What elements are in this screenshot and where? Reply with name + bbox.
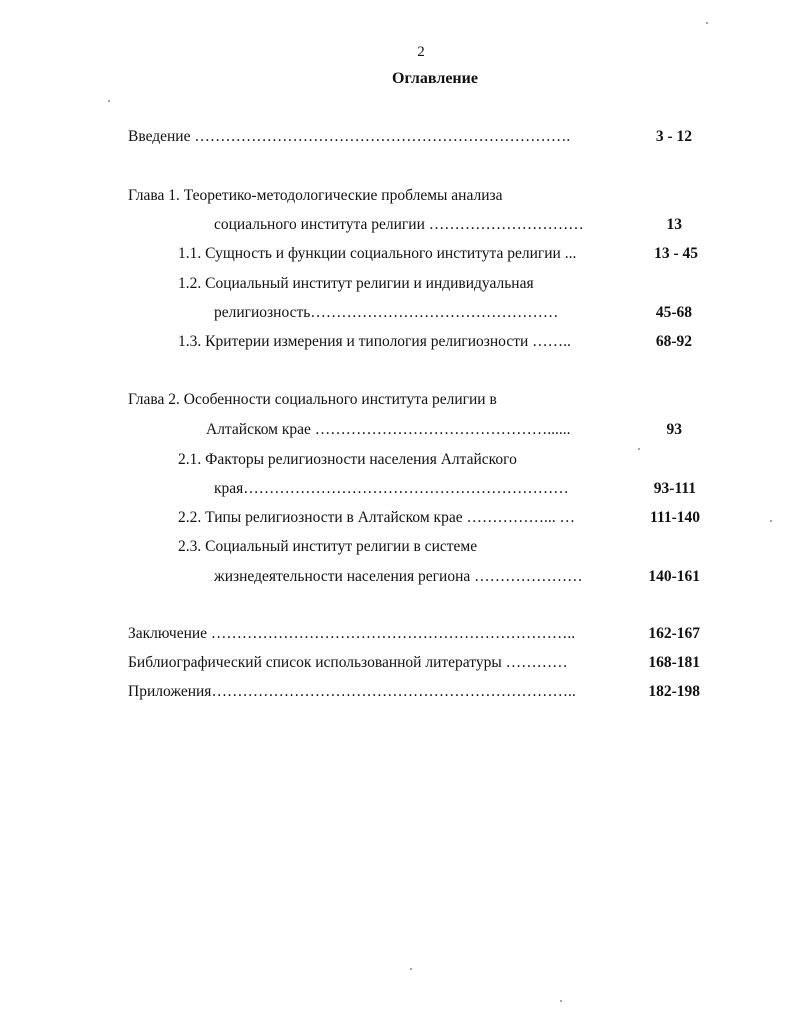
toc-entry-pages: 68-92 [655, 333, 692, 350]
toc-entry-pages: 93 [666, 421, 682, 438]
chapter-title-line-1: Глава 1. Теоретико-методологические проблемы анализа [128, 187, 503, 204]
toc-entry-text: 2.2. Типы религиозности в Алтайском крае ……………... … [178, 509, 575, 526]
section-title-line-1: 1.2. Социальный институт религии и индивидуальная [178, 275, 534, 292]
toc-entry-pages: 140-161 [648, 568, 700, 585]
toc-entry-text: Библиографический список использованной литературы ………… [128, 654, 568, 671]
toc-entry-pages: 182-198 [648, 683, 700, 700]
scan-speck [770, 520, 772, 522]
toc-entry-text: Приложения…………………………………………………………….. [128, 683, 576, 700]
scan-speck [638, 448, 640, 450]
toc-title: Оглавление [392, 70, 478, 87]
scan-speck [706, 22, 708, 24]
page-number: 2 [417, 44, 425, 60]
toc-entry-text: 1.1. Сущность и функции социального института религии ... [178, 245, 577, 262]
toc-entry-text: Заключение …………………………………………………………….. [128, 625, 576, 642]
toc-entry-pages: 45-68 [655, 304, 692, 321]
toc-entry-pages: 13 - 45 [654, 245, 698, 262]
toc-entry-text: Введение ………………………………………………………………. [128, 128, 571, 145]
chapter-title-line-2: Алтайском крае ………………………………………...... [206, 421, 571, 438]
scan-speck [410, 968, 412, 970]
scan-speck [108, 100, 110, 102]
chapter-title-line-1: Глава 2. Особенности социального института религии в [128, 391, 497, 408]
toc-entry-pages: 13 [666, 216, 682, 233]
toc-entry-pages: 93-111 [653, 480, 696, 497]
section-title-line-2: жизнедеятельности населения региона ………………… [214, 568, 583, 585]
toc-entry-pages: 3 - 12 [655, 128, 692, 145]
chapter-title-line-2: социального института религии ………………………… [214, 216, 584, 233]
section-title-line-2: края……………………………………………………… [214, 480, 569, 497]
toc-entry-pages: 162-167 [648, 625, 700, 642]
toc-entry-pages: 111-140 [650, 509, 700, 526]
scan-speck [560, 1000, 562, 1002]
section-title-line-1: 2.1. Факторы религиозности населения Алтайского [178, 451, 517, 468]
section-title-line-1: 2.3. Социальный институт религии в системе [178, 538, 478, 555]
toc-entry-text: 1.3. Критерии измерения и типология религиозности …….. [178, 333, 571, 350]
section-title-line-2: религиозность………………………………………… [214, 304, 559, 321]
toc-entry-pages: 168-181 [648, 654, 700, 671]
